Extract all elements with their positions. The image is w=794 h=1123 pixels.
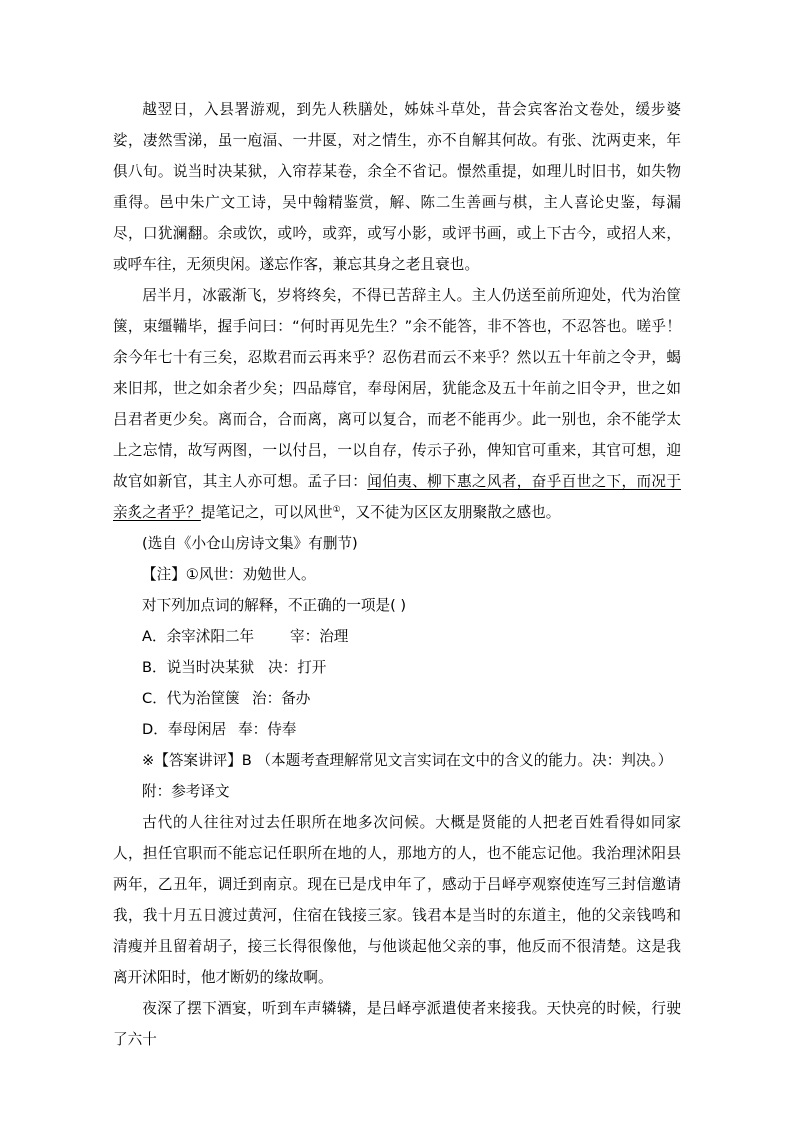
option-a-gloss: 宰：治理	[290, 628, 349, 645]
translation-paragraph-1: 古代的人往往对过去任职所在地多次问候。大概是贤能的人把老百姓看得如同家人，担任官职而不能忘记任职所在地的人，那地方的人，也不能忘记他。我治理沭阳县两年，乙丑年，调迁到南京。现在已是戊申年了，感动于吕峄亭观察使连写三封信邀请我，我十月五日渡过黄河，住宿在钱接三家。钱君本是当时的东道主，他的父亲钱鸣和清瘦并且留着胡子，接三长得很像他，与他谈起他父亲的事，他反而不很清楚。这是我离开沭阳时，他才断奶的缘故啊。	[113, 814, 681, 986]
passage-paragraph-2-cont: 提笔记之，可以风世	[200, 504, 333, 521]
source-citation: (选自《小仓山房诗文集》有删节)	[142, 535, 358, 552]
option-c-text: C．代为治筐箧	[142, 690, 240, 707]
option-c-gloss: 治：备办	[252, 690, 311, 707]
passage-paragraph-1: 越翌日，入县署游观，到先人秩膳处，姊妹斗草处，昔会宾客治文卷处，缓步婆娑，凄然雪涕，虽一庖湢、一井匽，对之情生，亦不自解其何故。有张、沈两吏来，年俱八旬。说当时决某狱，入帘荐某卷，余全不省记。憬然重提，如理儿时旧书，如失物重得。邑中朱广文工诗，吴中翰精鉴赏，解、陈二生善画与棋，主人喜论史鉴，每漏尽，口犹澜翻。余或饮，或吟，或弈，或写小影，或评书画，或上下古今，或招人来，或呼车往，无须臾闲。遂忘作客，兼忘其身之老且衰也。	[113, 101, 681, 273]
option-b-text: B．说当时决某狱	[142, 659, 255, 676]
footnote-marker: ①	[332, 505, 341, 515]
appendix-label: 附：参考译文	[142, 783, 230, 800]
footnote: 【注】①风世：劝勉世人。	[142, 566, 316, 583]
option-b	[113, 652, 681, 683]
option-a	[113, 621, 681, 652]
option-d-gloss: 奉：侍奉	[238, 721, 297, 738]
document-body	[113, 94, 681, 1055]
option-c	[113, 683, 681, 714]
answer-explanation: ※【答案讲评】B （本题考查理解常见文言实词在文中的含义的能力。决：判决。）	[142, 752, 673, 769]
option-a-text: A．余宰沭阳二年	[142, 628, 255, 645]
option-d-text: D．奉母闲居	[142, 721, 227, 738]
option-b-gloss: 决：打开	[268, 659, 327, 676]
question-stem: 对下列加点词的解释，不正确的一项是( )	[142, 597, 407, 614]
passage-paragraph-2-text: 居半月，冰霰渐飞，岁将终矣，不得已苦辞主人。主人仍送至前所迎处，代为治筐箧，束缰鞴毕，握手问曰：“何时再见先生？”余不能答，非不答也，不忍答也。嗟乎！余今年七十有三矣，忍欺君而云再来乎？忍伤君而云不来乎？然以五十年前之令尹，蝎来旧邦，世之如余者少矣；四品蓐官，奉母闲居，犹能念及五十年前之旧令尹，世之如吕君者更少矣。离而合，合而离，离可以复合，而老不能再少。此一别也，余不能学太上之忘情，故写两图，一以付吕，一以自存，传示子孙，俾知官可重来，其官可想，迎故官如新官，其主人亦可想。孟子曰：	[113, 287, 681, 490]
underlined-quote: 闻伯夷、柳下惠之风者，奋乎百世之下，而况于亲炙之者乎？	[113, 473, 681, 521]
option-d	[113, 714, 681, 745]
passage-paragraph-2	[113, 280, 681, 528]
translation-paragraph-2: 夜深了摆下酒宴，听到车声辚辚，是吕峄亭派遣使者来接我。天快亮的时候，行驶了六十	[113, 1000, 681, 1048]
passage-paragraph-2-end: ，又不徒为区区友朋聚散之感也。	[340, 504, 561, 521]
